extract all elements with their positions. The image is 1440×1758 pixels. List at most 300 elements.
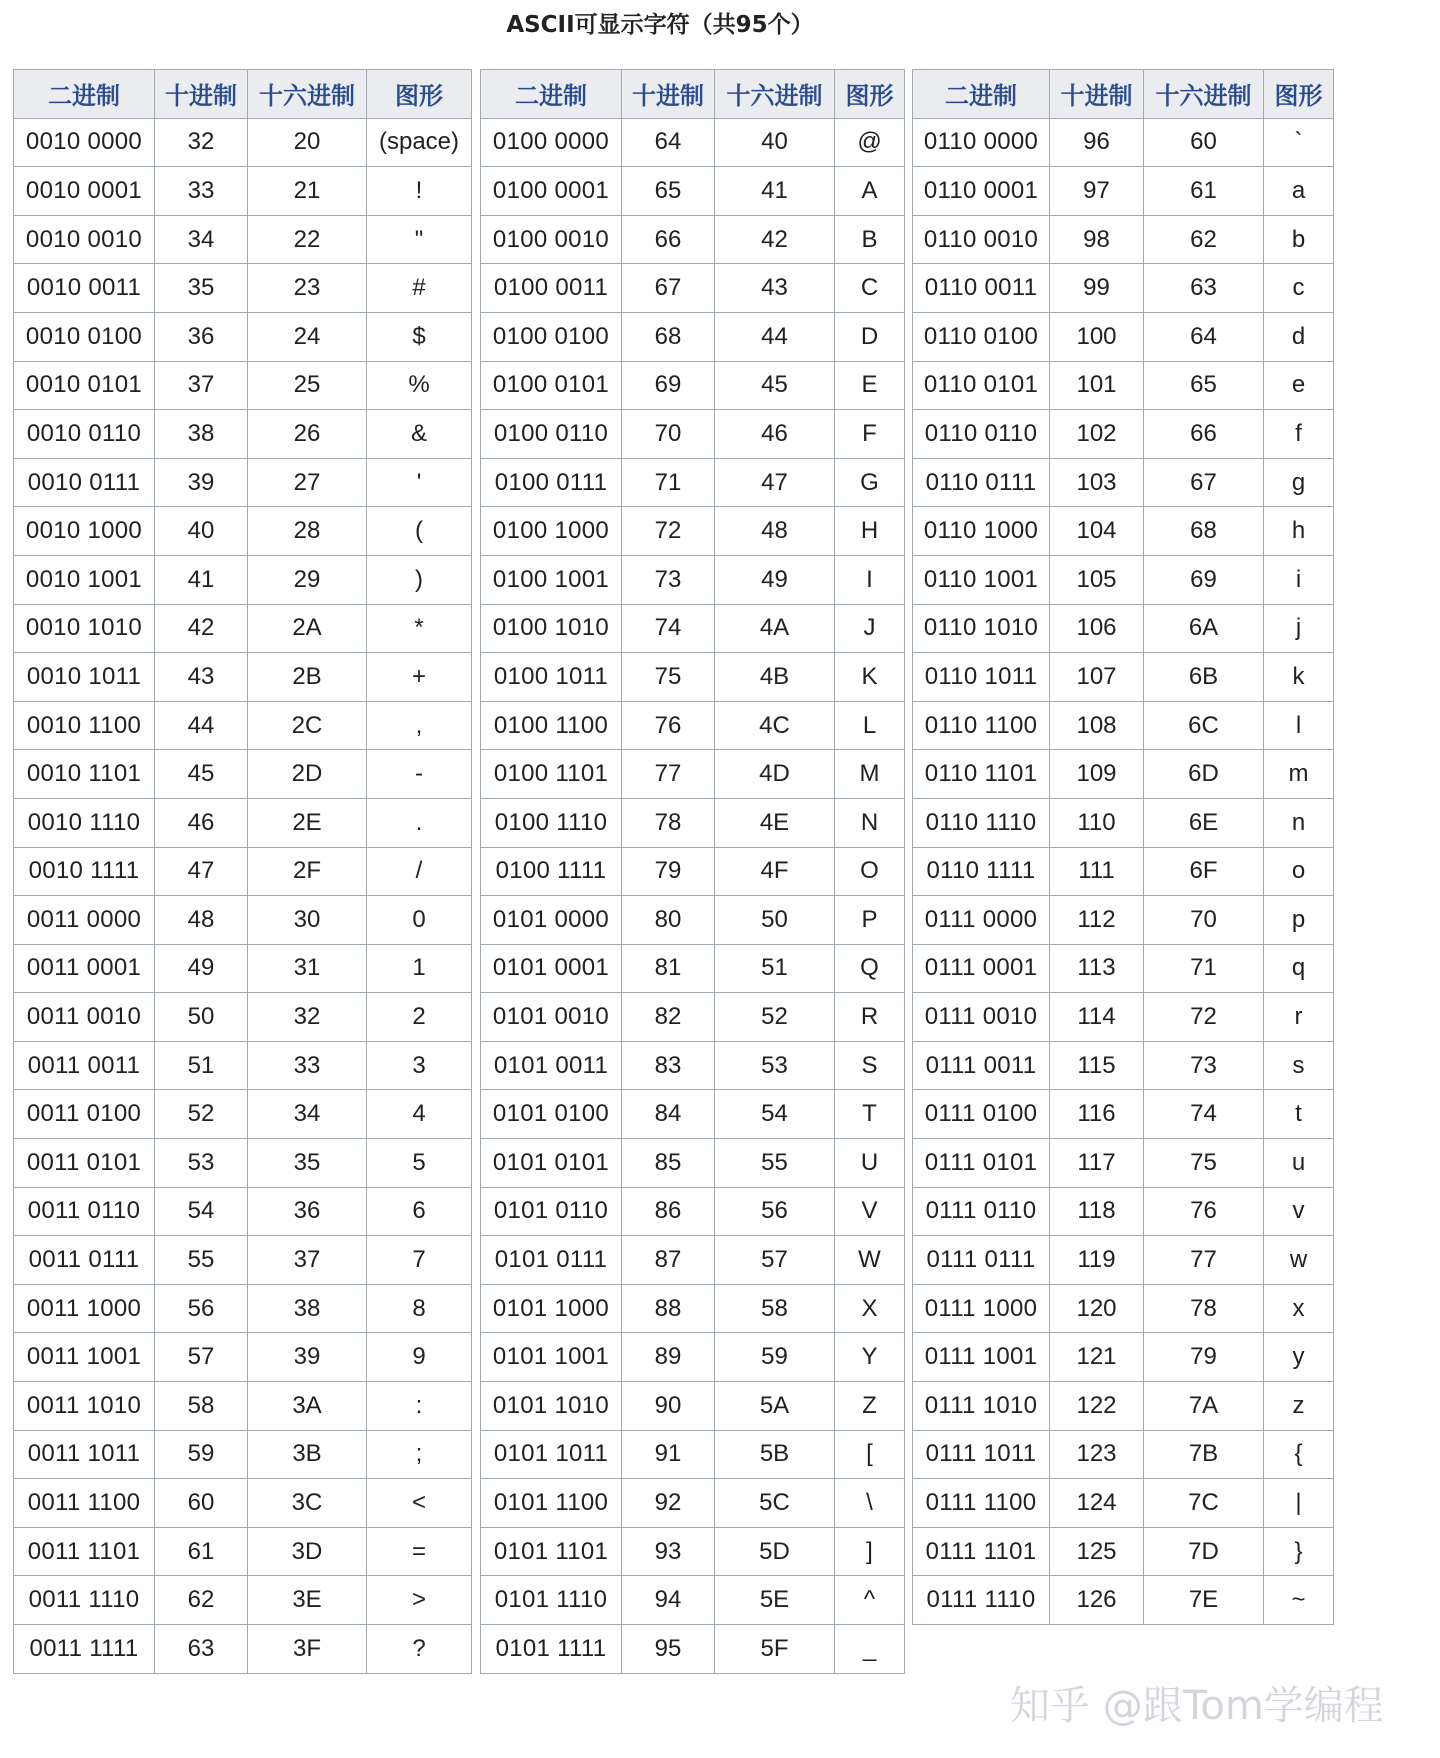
table-row <box>14 1139 472 1188</box>
glyph-link[interactable]: d <box>1264 312 1334 361</box>
decimal-link[interactable]: 47 <box>155 847 248 896</box>
glyph-link[interactable]: K <box>835 653 905 702</box>
glyph-link[interactable]: , <box>367 701 472 750</box>
decimal-link[interactable]: 63 <box>155 1625 248 1674</box>
binary-cell: 0111 0100 <box>913 1090 1050 1139</box>
glyph-link[interactable]: * <box>367 604 472 653</box>
glyph-link[interactable]: @ <box>835 118 905 167</box>
decimal-link[interactable]: 51 <box>155 1041 248 1090</box>
decimal-link[interactable]: 101 <box>1050 361 1144 410</box>
table-header-row <box>913 70 1334 119</box>
table-row <box>913 1187 1334 1236</box>
binary-cell: 0111 1010 <box>913 1382 1050 1431</box>
header-decimal: 十进制 <box>155 70 248 119</box>
hex-cell: 78 <box>1144 1284 1264 1333</box>
table-row <box>913 410 1334 459</box>
decimal-link[interactable]: 41 <box>155 555 248 604</box>
table-row <box>14 1090 472 1139</box>
glyph-link[interactable]: 8 <box>367 1284 472 1333</box>
glyph-link[interactable]: J <box>835 604 905 653</box>
glyph-link[interactable]: R <box>835 993 905 1042</box>
binary-cell: 0101 0000 <box>481 896 622 945</box>
glyph-link[interactable]: [ <box>835 1430 905 1479</box>
glyph-link[interactable]: o <box>1264 847 1334 896</box>
glyph-link[interactable]: " <box>367 215 472 264</box>
table-row <box>481 896 905 945</box>
hex-cell: 65 <box>1144 361 1264 410</box>
glyph-link[interactable]: Z <box>835 1382 905 1431</box>
glyph-link[interactable]: Y <box>835 1333 905 1382</box>
hex-cell: 5E <box>715 1576 835 1625</box>
hex-cell: 6E <box>1144 798 1264 847</box>
glyph-link[interactable]: r <box>1264 993 1334 1042</box>
decimal-link[interactable]: 56 <box>155 1284 248 1333</box>
glyph-link[interactable]: _ <box>835 1625 905 1674</box>
decimal-link[interactable]: 103 <box>1050 458 1144 507</box>
table-row <box>14 1236 472 1285</box>
table-row <box>913 653 1334 702</box>
decimal-link[interactable]: 73 <box>622 555 715 604</box>
header-glyph: 图形 <box>1264 70 1334 119</box>
decimal-link[interactable]: 55 <box>155 1236 248 1285</box>
glyph-link[interactable]: ? <box>367 1625 472 1674</box>
decimal-link[interactable]: 72 <box>622 507 715 556</box>
glyph-link[interactable]: s <box>1264 1041 1334 1090</box>
glyph-link[interactable]: % <box>367 361 472 410</box>
decimal-link[interactable]: 113 <box>1050 944 1144 993</box>
decimal-link[interactable]: 96 <box>1050 118 1144 167</box>
glyph-link[interactable]: : <box>367 1382 472 1431</box>
decimal-link[interactable]: 111 <box>1050 847 1144 896</box>
hex-cell: 67 <box>1144 458 1264 507</box>
binary-cell: 0011 1010 <box>14 1382 155 1431</box>
decimal-link[interactable]: 123 <box>1050 1430 1144 1479</box>
glyph-link[interactable]: D <box>835 312 905 361</box>
glyph-link[interactable]: ! <box>367 167 472 216</box>
glyph-link[interactable]: G <box>835 458 905 507</box>
binary-cell: 0111 1011 <box>913 1430 1050 1479</box>
decimal-link[interactable]: 79 <box>622 847 715 896</box>
glyph-link[interactable]: < <box>367 1479 472 1528</box>
binary-cell: 0100 1111 <box>481 847 622 896</box>
decimal-link[interactable]: 118 <box>1050 1187 1144 1236</box>
decimal-link[interactable]: 95 <box>622 1625 715 1674</box>
decimal-link[interactable]: 91 <box>622 1430 715 1479</box>
glyph-link[interactable]: ( <box>367 507 472 556</box>
glyph-link[interactable]: = <box>367 1527 472 1576</box>
glyph-link[interactable]: / <box>367 847 472 896</box>
decimal-link[interactable]: 69 <box>622 361 715 410</box>
glyph-link[interactable]: 2 <box>367 993 472 1042</box>
table-row <box>14 944 472 993</box>
decimal-link[interactable]: 85 <box>622 1139 715 1188</box>
decimal-link[interactable]: 102 <box>1050 410 1144 459</box>
decimal-link[interactable]: 125 <box>1050 1527 1144 1576</box>
glyph-link[interactable]: y <box>1264 1333 1334 1382</box>
glyph-link[interactable]: P <box>835 896 905 945</box>
binary-cell: 0010 0000 <box>14 118 155 167</box>
decimal-link[interactable]: 80 <box>622 896 715 945</box>
hex-cell: 77 <box>1144 1236 1264 1285</box>
glyph-link[interactable]: I <box>835 555 905 604</box>
decimal-link[interactable]: 43 <box>155 653 248 702</box>
decimal-link[interactable]: 66 <box>622 215 715 264</box>
decimal-link[interactable]: 119 <box>1050 1236 1144 1285</box>
decimal-link[interactable]: 54 <box>155 1187 248 1236</box>
glyph-link[interactable]: O <box>835 847 905 896</box>
glyph-link[interactable]: 6 <box>367 1187 472 1236</box>
decimal-link[interactable]: 86 <box>622 1187 715 1236</box>
table-row <box>913 896 1334 945</box>
decimal-link[interactable]: 124 <box>1050 1479 1144 1528</box>
decimal-link[interactable]: 70 <box>622 410 715 459</box>
glyph-link[interactable]: - <box>367 750 472 799</box>
decimal-link[interactable]: 48 <box>155 896 248 945</box>
decimal-link[interactable]: 98 <box>1050 215 1144 264</box>
binary-cell: 0101 0111 <box>481 1236 622 1285</box>
binary-cell: 0101 0100 <box>481 1090 622 1139</box>
hex-cell: 6C <box>1144 701 1264 750</box>
glyph-link[interactable]: ' <box>367 458 472 507</box>
glyph-link[interactable]: F <box>835 410 905 459</box>
decimal-link[interactable]: 83 <box>622 1041 715 1090</box>
hex-cell: 34 <box>248 1090 367 1139</box>
glyph-link[interactable]: U <box>835 1139 905 1188</box>
glyph-link[interactable]: Q <box>835 944 905 993</box>
glyph-link[interactable]: q <box>1264 944 1334 993</box>
binary-cell: 0011 1110 <box>14 1576 155 1625</box>
glyph-link[interactable]: ; <box>367 1430 472 1479</box>
decimal-link[interactable]: 57 <box>155 1333 248 1382</box>
hex-cell: 7C <box>1144 1479 1264 1528</box>
glyph-link[interactable]: e <box>1264 361 1334 410</box>
hex-cell: 2F <box>248 847 367 896</box>
table-row <box>481 653 905 702</box>
table-row <box>913 555 1334 604</box>
binary-cell: 0111 0011 <box>913 1041 1050 1090</box>
decimal-link[interactable]: 60 <box>155 1479 248 1528</box>
decimal-link[interactable]: 75 <box>622 653 715 702</box>
table-row <box>913 1284 1334 1333</box>
glyph-link[interactable]: ` <box>1264 118 1334 167</box>
glyph-link[interactable]: x <box>1264 1284 1334 1333</box>
glyph-link[interactable]: f <box>1264 410 1334 459</box>
decimal-link[interactable]: 42 <box>155 604 248 653</box>
decimal-link[interactable]: 100 <box>1050 312 1144 361</box>
hex-cell: 5C <box>715 1479 835 1528</box>
table-row <box>913 312 1334 361</box>
table-row <box>481 312 905 361</box>
binary-cell: 0110 0101 <box>913 361 1050 410</box>
glyph-link[interactable]: l <box>1264 701 1334 750</box>
hex-cell: 75 <box>1144 1139 1264 1188</box>
glyph-link[interactable]: V <box>835 1187 905 1236</box>
hex-cell: 26 <box>248 410 367 459</box>
glyph-link[interactable]: + <box>367 653 472 702</box>
hex-cell: 64 <box>1144 312 1264 361</box>
glyph-link[interactable]: i <box>1264 555 1334 604</box>
hex-cell: 58 <box>715 1284 835 1333</box>
binary-cell: 0011 0011 <box>14 1041 155 1090</box>
decimal-link[interactable]: 39 <box>155 458 248 507</box>
table-row <box>481 555 905 604</box>
decimal-link[interactable]: 117 <box>1050 1139 1144 1188</box>
decimal-link[interactable]: 49 <box>155 944 248 993</box>
binary-cell: 0010 0011 <box>14 264 155 313</box>
decimal-link[interactable]: 84 <box>622 1090 715 1139</box>
table-row <box>481 1479 905 1528</box>
binary-cell: 0011 1111 <box>14 1625 155 1674</box>
table-row <box>481 993 905 1042</box>
binary-cell: 0110 0000 <box>913 118 1050 167</box>
glyph-link[interactable]: 7 <box>367 1236 472 1285</box>
decimal-link[interactable]: 35 <box>155 264 248 313</box>
hex-cell: 7B <box>1144 1430 1264 1479</box>
decimal-link[interactable]: 53 <box>155 1139 248 1188</box>
glyph-link[interactable]: W <box>835 1236 905 1285</box>
binary-cell: 0010 1100 <box>14 701 155 750</box>
table-row <box>913 1333 1334 1382</box>
table-row <box>14 458 472 507</box>
decimal-link[interactable]: 110 <box>1050 798 1144 847</box>
glyph-link[interactable]: 3 <box>367 1041 472 1090</box>
table-row <box>913 458 1334 507</box>
table-row <box>481 1090 905 1139</box>
glyph-link[interactable]: N <box>835 798 905 847</box>
glyph-link[interactable]: m <box>1264 750 1334 799</box>
binary-cell: 0100 1011 <box>481 653 622 702</box>
binary-cell: 0101 0010 <box>481 993 622 1042</box>
table-row <box>481 118 905 167</box>
glyph-link[interactable]: n <box>1264 798 1334 847</box>
glyph-link[interactable]: g <box>1264 458 1334 507</box>
glyph-link[interactable]: 0 <box>367 896 472 945</box>
binary-cell: 0100 0000 <box>481 118 622 167</box>
hex-cell: 25 <box>248 361 367 410</box>
decimal-link[interactable]: 59 <box>155 1430 248 1479</box>
header-hex: 十六进制 <box>715 70 835 119</box>
decimal-link[interactable]: 37 <box>155 361 248 410</box>
glyph-link[interactable]: 1 <box>367 944 472 993</box>
glyph-link[interactable]: z <box>1264 1382 1334 1431</box>
binary-cell: 0110 1101 <box>913 750 1050 799</box>
glyph-link[interactable]: . <box>367 798 472 847</box>
hex-cell: 68 <box>1144 507 1264 556</box>
header-decimal: 十进制 <box>1050 70 1144 119</box>
table-row <box>913 1139 1334 1188</box>
table-row <box>913 1382 1334 1431</box>
hex-cell: 2E <box>248 798 367 847</box>
hex-cell: 60 <box>1144 118 1264 167</box>
glyph-link[interactable]: 4 <box>367 1090 472 1139</box>
glyph-link[interactable]: ~ <box>1264 1576 1334 1625</box>
hex-cell: 4A <box>715 604 835 653</box>
glyph-link[interactable]: # <box>367 264 472 313</box>
decimal-link[interactable]: 68 <box>622 312 715 361</box>
glyph-link[interactable]: H <box>835 507 905 556</box>
decimal-link[interactable]: 58 <box>155 1382 248 1431</box>
decimal-link[interactable]: 76 <box>622 701 715 750</box>
glyph-link[interactable]: w <box>1264 1236 1334 1285</box>
hex-cell: 36 <box>248 1187 367 1236</box>
glyph-link[interactable]: b <box>1264 215 1334 264</box>
glyph-link[interactable]: \ <box>835 1479 905 1528</box>
hex-cell: 6B <box>1144 653 1264 702</box>
decimal-link[interactable]: 61 <box>155 1527 248 1576</box>
decimal-link[interactable]: 34 <box>155 215 248 264</box>
hex-cell: 7D <box>1144 1527 1264 1576</box>
decimal-link[interactable]: 121 <box>1050 1333 1144 1382</box>
glyph-link[interactable]: ^ <box>835 1576 905 1625</box>
decimal-link[interactable]: 77 <box>622 750 715 799</box>
decimal-link[interactable]: 50 <box>155 993 248 1042</box>
hex-cell: 3D <box>248 1527 367 1576</box>
decimal-link[interactable]: 81 <box>622 944 715 993</box>
hex-cell: 70 <box>1144 896 1264 945</box>
glyph-link[interactable]: u <box>1264 1139 1334 1188</box>
decimal-link[interactable]: 65 <box>622 167 715 216</box>
decimal-link[interactable]: 62 <box>155 1576 248 1625</box>
glyph-link[interactable]: ) <box>367 555 472 604</box>
glyph-link[interactable]: M <box>835 750 905 799</box>
binary-cell: 0010 0010 <box>14 215 155 264</box>
decimal-link[interactable]: 115 <box>1050 1041 1144 1090</box>
binary-cell: 0100 0100 <box>481 312 622 361</box>
glyph-link[interactable]: E <box>835 361 905 410</box>
decimal-link[interactable]: 88 <box>622 1284 715 1333</box>
table-row <box>14 1284 472 1333</box>
decimal-link[interactable]: 64 <box>622 118 715 167</box>
glyph-link[interactable]: v <box>1264 1187 1334 1236</box>
hex-cell: 57 <box>715 1236 835 1285</box>
glyph-link[interactable]: 9 <box>367 1333 472 1382</box>
binary-cell: 0010 1010 <box>14 604 155 653</box>
table-row <box>481 1382 905 1431</box>
decimal-link[interactable]: 87 <box>622 1236 715 1285</box>
glyph-link[interactable]: A <box>835 167 905 216</box>
decimal-link[interactable]: 92 <box>622 1479 715 1528</box>
decimal-link[interactable]: 89 <box>622 1333 715 1382</box>
glyph-link[interactable]: ] <box>835 1527 905 1576</box>
hex-cell: 5F <box>715 1625 835 1674</box>
decimal-link[interactable]: 99 <box>1050 264 1144 313</box>
hex-cell: 28 <box>248 507 367 556</box>
decimal-link[interactable]: 97 <box>1050 167 1144 216</box>
decimal-link[interactable]: 108 <box>1050 701 1144 750</box>
table-row <box>913 1236 1334 1285</box>
table-row <box>913 750 1334 799</box>
table-row <box>913 264 1334 313</box>
decimal-link[interactable]: 33 <box>155 167 248 216</box>
table-row <box>481 215 905 264</box>
hex-cell: 44 <box>715 312 835 361</box>
glyph-link[interactable]: | <box>1264 1479 1334 1528</box>
decimal-link[interactable]: 106 <box>1050 604 1144 653</box>
decimal-link[interactable]: 32 <box>155 118 248 167</box>
binary-cell: 0011 0111 <box>14 1236 155 1285</box>
decimal-link[interactable]: 114 <box>1050 993 1144 1042</box>
decimal-link[interactable]: 116 <box>1050 1090 1144 1139</box>
decimal-link[interactable]: 71 <box>622 458 715 507</box>
glyph-link[interactable]: h <box>1264 507 1334 556</box>
hex-cell: 66 <box>1144 410 1264 459</box>
decimal-link[interactable]: 105 <box>1050 555 1144 604</box>
decimal-link[interactable]: 52 <box>155 1090 248 1139</box>
header-glyph: 图形 <box>835 70 905 119</box>
binary-cell: 0110 0110 <box>913 410 1050 459</box>
decimal-link[interactable]: 74 <box>622 604 715 653</box>
binary-cell: 0110 0100 <box>913 312 1050 361</box>
glyph-link[interactable]: $ <box>367 312 472 361</box>
decimal-link[interactable]: 82 <box>622 993 715 1042</box>
decimal-link[interactable]: 67 <box>622 264 715 313</box>
glyph-link[interactable]: X <box>835 1284 905 1333</box>
binary-cell: 0110 1111 <box>913 847 1050 896</box>
table-row <box>481 701 905 750</box>
binary-cell: 0100 0011 <box>481 264 622 313</box>
decimal-link[interactable]: 112 <box>1050 896 1144 945</box>
glyph-link[interactable]: > <box>367 1576 472 1625</box>
binary-cell: 0100 0010 <box>481 215 622 264</box>
decimal-link[interactable]: 45 <box>155 750 248 799</box>
table-row <box>481 458 905 507</box>
glyph-link[interactable]: 5 <box>367 1139 472 1188</box>
glyph-link[interactable]: & <box>367 410 472 459</box>
decimal-link[interactable]: 40 <box>155 507 248 556</box>
glyph-link[interactable]: B <box>835 215 905 264</box>
glyph-link[interactable]: a <box>1264 167 1334 216</box>
glyph-link[interactable]: T <box>835 1090 905 1139</box>
table-row <box>481 1430 905 1479</box>
glyph-link[interactable]: { <box>1264 1430 1334 1479</box>
glyph-link[interactable]: S <box>835 1041 905 1090</box>
decimal-link[interactable]: 46 <box>155 798 248 847</box>
decimal-link[interactable]: 120 <box>1050 1284 1144 1333</box>
hex-cell: 52 <box>715 993 835 1042</box>
glyph-link[interactable]: c <box>1264 264 1334 313</box>
table-row <box>14 896 472 945</box>
binary-cell: 0100 1001 <box>481 555 622 604</box>
hex-cell: 61 <box>1144 167 1264 216</box>
binary-cell: 0011 1001 <box>14 1333 155 1382</box>
glyph-link[interactable]: t <box>1264 1090 1334 1139</box>
hex-cell: 37 <box>248 1236 367 1285</box>
glyph-link[interactable]: } <box>1264 1527 1334 1576</box>
binary-cell: 0111 1000 <box>913 1284 1050 1333</box>
glyph-link[interactable]: p <box>1264 896 1334 945</box>
glyph-link[interactable]: k <box>1264 653 1334 702</box>
decimal-link[interactable]: 36 <box>155 312 248 361</box>
table-row <box>481 1284 905 1333</box>
glyph-link[interactable]: j <box>1264 604 1334 653</box>
glyph-link[interactable]: (space) <box>367 118 472 167</box>
glyph-link[interactable]: C <box>835 264 905 313</box>
decimal-link[interactable]: 90 <box>622 1382 715 1431</box>
table-row <box>481 1041 905 1090</box>
decimal-link[interactable]: 122 <box>1050 1382 1144 1431</box>
table-row <box>913 1041 1334 1090</box>
decimal-link[interactable]: 94 <box>622 1576 715 1625</box>
decimal-link[interactable]: 44 <box>155 701 248 750</box>
decimal-link[interactable]: 109 <box>1050 750 1144 799</box>
decimal-link[interactable]: 93 <box>622 1527 715 1576</box>
decimal-link[interactable]: 126 <box>1050 1576 1144 1625</box>
decimal-link[interactable]: 104 <box>1050 507 1144 556</box>
decimal-link[interactable]: 38 <box>155 410 248 459</box>
glyph-link[interactable]: L <box>835 701 905 750</box>
decimal-link[interactable]: 78 <box>622 798 715 847</box>
decimal-link[interactable]: 107 <box>1050 653 1144 702</box>
